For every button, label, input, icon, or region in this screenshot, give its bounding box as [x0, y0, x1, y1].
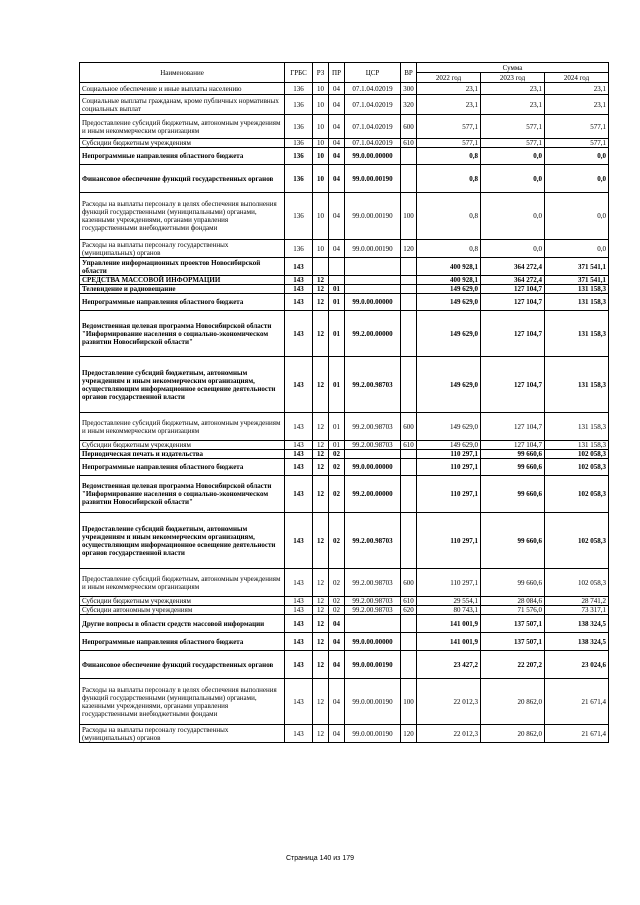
row-csr [345, 258, 401, 276]
row-csr: 99.0.00.00190 [345, 165, 401, 193]
row-name: Социальное обеспечение и иные выплаты населению [80, 83, 285, 95]
row-sum-2022: 110 297,1 [417, 513, 481, 569]
row-sum-2024: 23,1 [545, 83, 609, 95]
header-pr: ПР [329, 63, 345, 83]
row-pr [329, 258, 345, 276]
header-year-2023: 2023 год [481, 73, 545, 83]
row-rz: 10 [313, 139, 329, 148]
row-rz [313, 258, 329, 276]
row-sum-2024: 0,0 [545, 165, 609, 193]
row-vr [401, 633, 417, 651]
table-row [80, 679, 609, 725]
table-row [80, 597, 609, 606]
row-vr [401, 276, 417, 285]
row-csr [345, 276, 401, 285]
row-sum-2023: 577,1 [481, 139, 545, 148]
row-rz: 10 [313, 193, 329, 240]
row-name: Расходы на выплаты персоналу государственных (муниципальных) органов [80, 240, 285, 258]
row-vr [401, 165, 417, 193]
row-pr: 04 [329, 83, 345, 95]
row-pr: 04 [329, 725, 345, 743]
row-csr: 99.2.00.00000 [345, 476, 401, 513]
row-grbs: 143 [285, 476, 313, 513]
row-sum-2022: 29 554,1 [417, 597, 481, 606]
row-grbs: 143 [285, 276, 313, 285]
row-sum-2023: 20 862,0 [481, 679, 545, 725]
table-row [80, 357, 609, 413]
row-rz: 12 [313, 476, 329, 513]
row-sum-2024: 131 158,3 [545, 285, 609, 294]
row-sum-2024: 0,0 [545, 193, 609, 240]
row-sum-2023: 23,1 [481, 95, 545, 115]
row-csr: 99.0.00.00000 [345, 633, 401, 651]
header-year-2022: 2022 год [417, 73, 481, 83]
row-vr: 600 [401, 569, 417, 597]
row-sum-2024: 138 324,5 [545, 615, 609, 633]
row-sum-2022: 23 427,2 [417, 651, 481, 679]
row-rz: 10 [313, 165, 329, 193]
row-grbs: 136 [285, 165, 313, 193]
row-grbs: 143 [285, 597, 313, 606]
row-sum-2022: 400 928,1 [417, 258, 481, 276]
page-number: Страница 140 из 179 [285, 855, 355, 862]
row-vr [401, 311, 417, 357]
row-pr: 04 [329, 115, 345, 139]
row-csr: 99.0.00.00000 [345, 459, 401, 476]
row-pr: 04 [329, 679, 345, 725]
row-pr: 04 [329, 139, 345, 148]
row-rz: 12 [313, 679, 329, 725]
row-csr: 99.0.00.00190 [345, 651, 401, 679]
row-sum-2024: 102 058,3 [545, 459, 609, 476]
table-row [80, 450, 609, 459]
row-grbs: 143 [285, 633, 313, 651]
row-csr: 99.0.00.00190 [345, 725, 401, 743]
row-name: Управление информационных проектов Новосибирской области [80, 258, 285, 276]
table-row [80, 606, 609, 615]
row-sum-2024: 577,1 [545, 115, 609, 139]
row-name: Непрограммные направления областного бюджета [80, 633, 285, 651]
row-name: Расходы на выплаты персоналу государственных (муниципальных) органов [80, 725, 285, 743]
row-rz: 12 [313, 357, 329, 413]
row-name: Расходы на выплаты персоналу в целях обеспечения выполнения функций государственными (муниципальными) органами, казенными учреждениями, органами управления государственными внебюджетными фондами [80, 193, 285, 240]
row-grbs: 136 [285, 95, 313, 115]
header-csr: ЦСР [345, 63, 401, 83]
row-sum-2022: 149 629,0 [417, 294, 481, 311]
row-name: Предоставление субсидий бюджетным, автономным учреждениям и иным некоммерческим организациям [80, 115, 285, 139]
row-sum-2024: 28 741,2 [545, 597, 609, 606]
row-sum-2024: 102 058,3 [545, 476, 609, 513]
row-name: Субсидии бюджетным учреждениям [80, 597, 285, 606]
row-sum-2024: 371 541,1 [545, 276, 609, 285]
row-sum-2024: 102 058,3 [545, 450, 609, 459]
row-sum-2024: 23 024,6 [545, 651, 609, 679]
row-vr: 120 [401, 240, 417, 258]
table-row [80, 139, 609, 148]
row-name: Предоставление субсидий бюджетным, автономным учреждениям и иным некоммерческим организациям [80, 413, 285, 441]
table-row [80, 95, 609, 115]
row-csr: 99.2.00.00000 [345, 311, 401, 357]
row-grbs: 136 [285, 139, 313, 148]
row-vr [401, 615, 417, 633]
row-pr: 01 [329, 285, 345, 294]
row-sum-2023: 99 660,6 [481, 476, 545, 513]
row-grbs: 136 [285, 148, 313, 165]
row-sum-2023: 137 507,1 [481, 615, 545, 633]
budget-table [79, 62, 609, 743]
row-vr: 120 [401, 725, 417, 743]
row-vr: 610 [401, 139, 417, 148]
row-csr: 99.2.00.98703 [345, 357, 401, 413]
row-rz: 10 [313, 240, 329, 258]
row-grbs: 143 [285, 569, 313, 597]
row-name: Расходы на выплаты персоналу в целях обеспечения выполнения функций государственными (муниципальными) органами, казенными учреждениями, органами управления государственными внебюджетными фондами [80, 679, 285, 725]
row-vr: 610 [401, 597, 417, 606]
row-sum-2022: 110 297,1 [417, 476, 481, 513]
row-grbs: 143 [285, 651, 313, 679]
row-pr: 02 [329, 450, 345, 459]
row-csr: 99.2.00.98703 [345, 513, 401, 569]
row-pr: 02 [329, 606, 345, 615]
row-pr: 02 [329, 513, 345, 569]
row-grbs: 143 [285, 357, 313, 413]
table-row [80, 615, 609, 633]
row-sum-2024: 102 058,3 [545, 513, 609, 569]
table-row [80, 651, 609, 679]
row-sum-2022: 149 629,0 [417, 357, 481, 413]
row-grbs: 143 [285, 311, 313, 357]
table-row [80, 476, 609, 513]
table-row [80, 193, 609, 240]
table-row [80, 83, 609, 95]
row-vr [401, 258, 417, 276]
row-rz: 12 [313, 459, 329, 476]
row-sum-2023: 71 576,0 [481, 606, 545, 615]
table-row [80, 240, 609, 258]
row-rz: 12 [313, 651, 329, 679]
header-year-2024: 2024 год [545, 73, 609, 83]
row-name: Ведомственная целевая программа Новосибирской области "Информирование населения о социально-экономическом развитии Новосибирской области" [80, 476, 285, 513]
row-grbs: 143 [285, 615, 313, 633]
row-name: Непрограммные направления областного бюджета [80, 294, 285, 311]
row-pr: 04 [329, 651, 345, 679]
row-grbs: 143 [285, 294, 313, 311]
row-csr [345, 285, 401, 294]
row-csr: 07.1.04.02019 [345, 83, 401, 95]
row-sum-2024: 131 158,3 [545, 311, 609, 357]
row-grbs: 143 [285, 450, 313, 459]
row-name: Непрограммные направления областного бюджета [80, 148, 285, 165]
row-grbs: 143 [285, 679, 313, 725]
table-row [80, 459, 609, 476]
table-row [80, 294, 609, 311]
row-rz: 10 [313, 148, 329, 165]
row-grbs: 136 [285, 240, 313, 258]
row-sum-2024: 371 541,1 [545, 258, 609, 276]
row-pr: 01 [329, 311, 345, 357]
row-csr: 99.2.00.98703 [345, 413, 401, 441]
row-pr: 04 [329, 633, 345, 651]
header-grbs: ГРБС [285, 63, 313, 83]
row-pr: 01 [329, 441, 345, 450]
row-name: Субсидии бюджетным учреждениям [80, 441, 285, 450]
row-csr: 99.2.00.98703 [345, 441, 401, 450]
row-sum-2024: 23,1 [545, 95, 609, 115]
row-sum-2022: 0,8 [417, 240, 481, 258]
row-name: Предоставление субсидий бюджетным, автономным учреждениям и иным некоммерческим организациям, осуществляющим информационное освещение деятельности органов государственной власти [80, 357, 285, 413]
row-sum-2024: 0,0 [545, 148, 609, 165]
table-row [80, 148, 609, 165]
row-sum-2022: 577,1 [417, 115, 481, 139]
row-sum-2024: 21 671,4 [545, 679, 609, 725]
row-pr: 01 [329, 357, 345, 413]
row-csr: 99.2.00.98703 [345, 597, 401, 606]
row-sum-2023: 127 104,7 [481, 294, 545, 311]
row-grbs: 143 [285, 725, 313, 743]
row-rz: 10 [313, 95, 329, 115]
row-rz: 12 [313, 606, 329, 615]
row-grbs: 136 [285, 83, 313, 95]
table-row [80, 165, 609, 193]
row-sum-2023: 577,1 [481, 115, 545, 139]
row-rz: 10 [313, 115, 329, 139]
row-csr [345, 615, 401, 633]
row-rz: 12 [313, 615, 329, 633]
row-vr: 620 [401, 606, 417, 615]
row-sum-2023: 99 660,6 [481, 569, 545, 597]
row-pr: 04 [329, 193, 345, 240]
row-sum-2024: 131 158,3 [545, 441, 609, 450]
row-sum-2023: 127 104,7 [481, 285, 545, 294]
row-vr [401, 476, 417, 513]
row-sum-2023: 99 660,6 [481, 513, 545, 569]
row-rz: 12 [313, 294, 329, 311]
row-grbs: 143 [285, 513, 313, 569]
row-vr: 320 [401, 95, 417, 115]
table-row [80, 513, 609, 569]
row-rz: 10 [313, 83, 329, 95]
row-sum-2022: 23,1 [417, 95, 481, 115]
row-grbs: 143 [285, 606, 313, 615]
row-name: Непрограммные направления областного бюджета [80, 459, 285, 476]
header-sum: Сумма [417, 63, 609, 73]
row-vr [401, 285, 417, 294]
row-grbs: 143 [285, 459, 313, 476]
row-rz: 12 [313, 450, 329, 459]
row-csr: 99.2.00.98703 [345, 606, 401, 615]
row-name: Предоставление субсидий бюджетным, автономным учреждениям и иным некоммерческим организациям, осуществляющим информационное освещение деятельности органов государственной власти [80, 513, 285, 569]
row-grbs: 143 [285, 285, 313, 294]
row-rz: 12 [313, 285, 329, 294]
row-name: Телевидение и радиовещание [80, 285, 285, 294]
table-row [80, 413, 609, 441]
row-vr [401, 294, 417, 311]
row-pr: 04 [329, 165, 345, 193]
row-name: Финансовое обеспечение функций государственных органов [80, 651, 285, 679]
table-row [80, 725, 609, 743]
row-sum-2022: 0,8 [417, 148, 481, 165]
row-sum-2024: 21 671,4 [545, 725, 609, 743]
row-vr [401, 357, 417, 413]
table-row [80, 258, 609, 276]
row-sum-2024: 0,0 [545, 240, 609, 258]
budget-table-container [79, 62, 608, 743]
row-vr: 600 [401, 413, 417, 441]
row-sum-2022: 0,8 [417, 165, 481, 193]
table-row [80, 633, 609, 651]
row-pr: 02 [329, 597, 345, 606]
row-pr [329, 276, 345, 285]
row-sum-2022: 80 743,1 [417, 606, 481, 615]
row-name: Финансовое обеспечение функций государственных органов [80, 165, 285, 193]
row-csr: 99.0.00.00000 [345, 148, 401, 165]
row-vr: 610 [401, 441, 417, 450]
row-rz: 12 [313, 513, 329, 569]
row-pr: 02 [329, 569, 345, 597]
row-csr: 99.0.00.00190 [345, 193, 401, 240]
row-sum-2023: 0,0 [481, 193, 545, 240]
row-sum-2022: 110 297,1 [417, 569, 481, 597]
row-vr: 300 [401, 83, 417, 95]
row-pr: 04 [329, 615, 345, 633]
row-name: Субсидии автономным учреждениям [80, 606, 285, 615]
row-rz: 12 [313, 633, 329, 651]
row-pr: 04 [329, 148, 345, 165]
row-name: Предоставление субсидий бюджетным, автономным учреждениям и иным некоммерческим организациям [80, 569, 285, 597]
row-pr: 04 [329, 95, 345, 115]
row-rz: 12 [313, 413, 329, 441]
row-sum-2022: 149 629,0 [417, 413, 481, 441]
row-vr [401, 513, 417, 569]
row-sum-2022: 0,8 [417, 193, 481, 240]
row-sum-2022: 400 928,1 [417, 276, 481, 285]
row-name: Социальные выплаты гражданам, кроме публичных нормативных социальных выплат [80, 95, 285, 115]
table-row [80, 285, 609, 294]
row-pr: 01 [329, 413, 345, 441]
row-name: Ведомственная целевая программа Новосибирской области "Информирование населения о социально-экономическом развитии Новосибирской области" [80, 311, 285, 357]
row-sum-2023: 28 084,6 [481, 597, 545, 606]
table-row [80, 115, 609, 139]
table-row [80, 569, 609, 597]
row-sum-2023: 137 507,1 [481, 633, 545, 651]
row-grbs: 143 [285, 441, 313, 450]
row-sum-2022: 149 629,0 [417, 285, 481, 294]
row-csr: 07.1.04.02019 [345, 139, 401, 148]
row-pr: 02 [329, 476, 345, 513]
row-pr: 01 [329, 294, 345, 311]
row-grbs: 143 [285, 413, 313, 441]
row-sum-2023: 99 660,6 [481, 450, 545, 459]
row-csr [345, 450, 401, 459]
row-sum-2023: 0,0 [481, 240, 545, 258]
row-csr: 99.0.00.00190 [345, 240, 401, 258]
row-sum-2024: 131 158,3 [545, 294, 609, 311]
table-row [80, 311, 609, 357]
row-vr: 100 [401, 679, 417, 725]
row-vr [401, 651, 417, 679]
row-sum-2022: 149 629,0 [417, 311, 481, 357]
row-sum-2024: 131 158,3 [545, 413, 609, 441]
row-sum-2022: 141 001,9 [417, 633, 481, 651]
row-sum-2024: 577,1 [545, 139, 609, 148]
table-row [80, 276, 609, 285]
row-csr: 07.1.04.02019 [345, 95, 401, 115]
row-sum-2023: 22 207,2 [481, 651, 545, 679]
row-sum-2023: 364 272,4 [481, 276, 545, 285]
row-rz: 12 [313, 569, 329, 597]
row-sum-2023: 0,0 [481, 148, 545, 165]
row-pr: 04 [329, 240, 345, 258]
row-sum-2022: 141 001,9 [417, 615, 481, 633]
row-sum-2023: 0,0 [481, 165, 545, 193]
row-rz: 12 [313, 276, 329, 285]
row-vr [401, 450, 417, 459]
row-rz: 12 [313, 311, 329, 357]
row-sum-2023: 364 272,4 [481, 258, 545, 276]
row-sum-2022: 577,1 [417, 139, 481, 148]
row-vr [401, 148, 417, 165]
row-sum-2023: 23,1 [481, 83, 545, 95]
row-sum-2022: 110 297,1 [417, 450, 481, 459]
row-name: Субсидии бюджетным учреждениям [80, 139, 285, 148]
row-csr: 99.0.00.00000 [345, 294, 401, 311]
row-name: Периодическая печать и издательства [80, 450, 285, 459]
row-sum-2022: 22 012,3 [417, 725, 481, 743]
row-sum-2023: 127 104,7 [481, 311, 545, 357]
row-rz: 12 [313, 441, 329, 450]
row-sum-2024: 102 058,3 [545, 569, 609, 597]
header-vr: ВР [401, 63, 417, 83]
row-vr [401, 459, 417, 476]
row-grbs: 136 [285, 193, 313, 240]
header-rz: РЗ [313, 63, 329, 83]
row-csr: 99.2.00.98703 [345, 569, 401, 597]
row-sum-2023: 99 660,6 [481, 459, 545, 476]
row-sum-2022: 23,1 [417, 83, 481, 95]
header-name: Наименование [80, 63, 285, 83]
row-sum-2023: 127 104,7 [481, 413, 545, 441]
row-sum-2022: 22 012,3 [417, 679, 481, 725]
row-sum-2022: 110 297,1 [417, 459, 481, 476]
row-pr: 02 [329, 459, 345, 476]
row-sum-2023: 127 104,7 [481, 357, 545, 413]
row-name: Другие вопросы в области средств массовой информации [80, 615, 285, 633]
row-rz: 12 [313, 597, 329, 606]
row-sum-2024: 73 317,1 [545, 606, 609, 615]
row-sum-2024: 131 158,3 [545, 357, 609, 413]
row-csr: 99.0.00.00190 [345, 679, 401, 725]
row-sum-2023: 127 104,7 [481, 441, 545, 450]
row-grbs: 143 [285, 258, 313, 276]
row-rz: 12 [313, 725, 329, 743]
row-vr: 100 [401, 193, 417, 240]
table-row [80, 441, 609, 450]
row-sum-2022: 149 629,0 [417, 441, 481, 450]
row-vr: 600 [401, 115, 417, 139]
row-csr: 07.1.04.02019 [345, 115, 401, 139]
row-grbs: 136 [285, 115, 313, 139]
row-name: СРЕДСТВА МАССОВОЙ ИНФОРМАЦИИ [80, 276, 285, 285]
row-sum-2024: 138 324,5 [545, 633, 609, 651]
row-sum-2023: 20 862,0 [481, 725, 545, 743]
